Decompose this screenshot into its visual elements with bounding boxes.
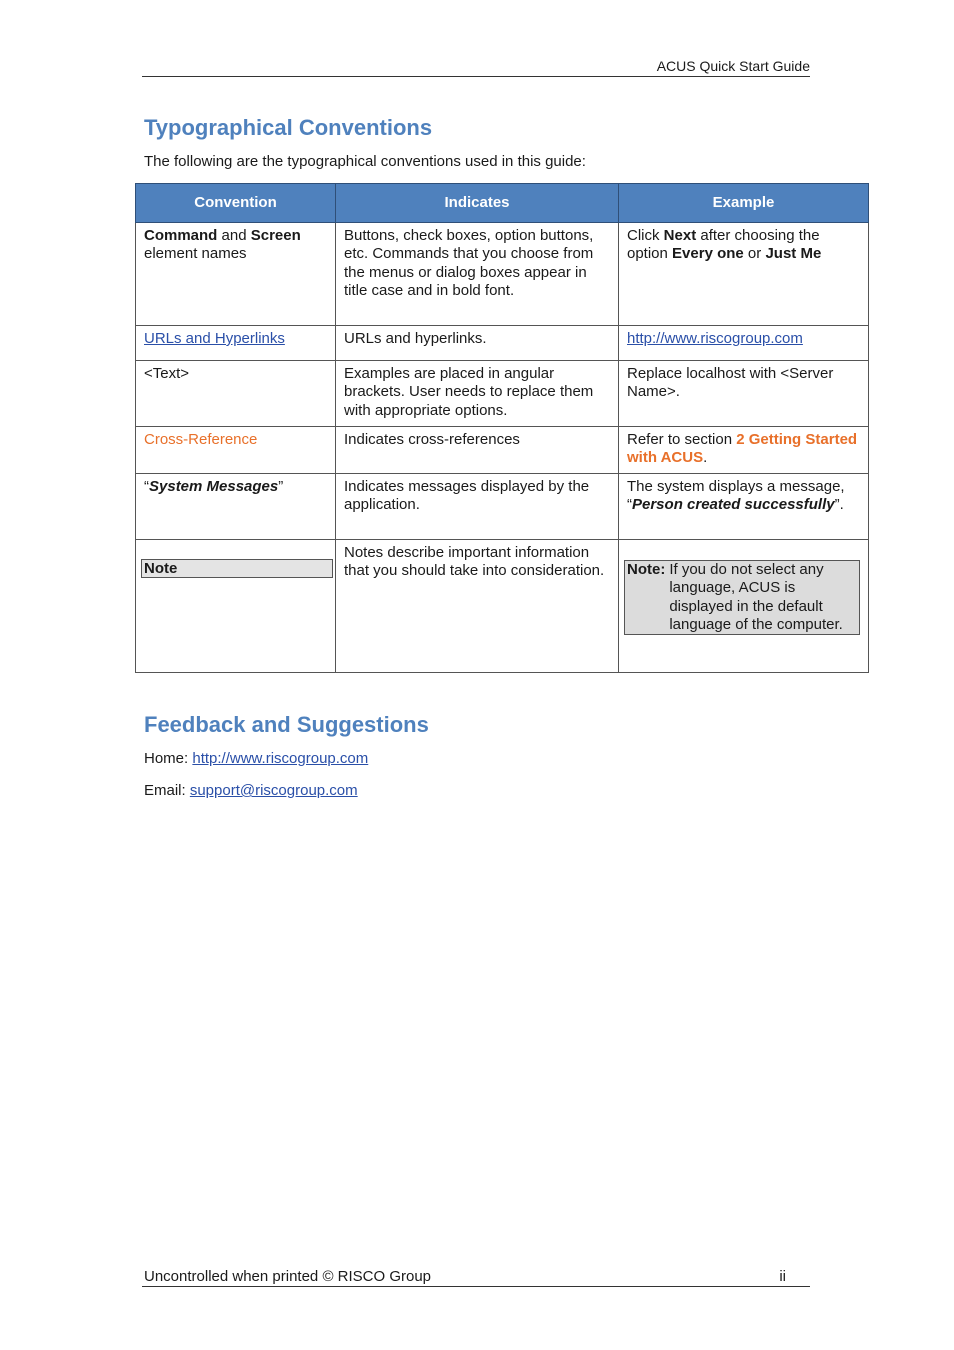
section-heading-typographical-conventions: Typographical Conventions <box>144 115 433 140</box>
quote: “ <box>144 478 149 495</box>
note-label: Note: <box>627 561 666 578</box>
column-header-indicates: Indicates <box>336 184 619 223</box>
convention-cell <box>136 427 336 474</box>
note-label-box: Note <box>141 559 333 578</box>
indicates-cell: Buttons, check boxes, option buttons, etc. Commands that you choose from the menus or dialog boxes appear in title case and in bold font. <box>336 223 619 326</box>
table-row <box>136 474 869 540</box>
example-cell: Replace localhost with <Server Name>. <box>619 361 869 427</box>
column-header-convention: Convention <box>136 184 336 223</box>
home-line <box>144 750 368 768</box>
riscogroup-link[interactable]: http://www.riscogroup.com <box>627 330 803 347</box>
conventions-table <box>135 183 869 673</box>
text: Click <box>627 227 664 244</box>
example-cell <box>619 540 869 673</box>
table-row <box>136 540 869 673</box>
table-row <box>136 223 869 326</box>
text: after choosing the option <box>627 227 820 263</box>
intro-text: The following are the typographical conventions used in this guide: <box>144 153 586 170</box>
convention-cell <box>136 540 336 673</box>
convention-cell <box>136 223 336 326</box>
convention-cell <box>136 474 336 540</box>
convention-cell: <Text> <box>136 361 336 427</box>
bold-text: Next <box>663 227 697 244</box>
table-row <box>136 326 869 361</box>
text: Refer to section <box>627 431 737 448</box>
indicates-cell: URLs and hyperlinks. <box>336 326 619 361</box>
example-cell <box>619 326 869 361</box>
hyperlink-sample[interactable]: URLs and Hyperlinks <box>144 330 285 347</box>
bold-italic-text: Person created successfully <box>632 496 835 514</box>
example-cell <box>619 223 869 326</box>
example-cell <box>619 474 869 540</box>
example-cell <box>619 427 869 474</box>
bold-text: Every one <box>672 245 744 263</box>
section-heading-feedback: Feedback and Suggestions <box>144 712 429 737</box>
page-footer <box>142 1267 810 1287</box>
cross-reference-link[interactable]: 2 Getting Started with ACUS <box>627 431 858 467</box>
table-row <box>136 427 869 474</box>
table-row <box>136 361 869 427</box>
bold-text: Screen <box>250 227 301 244</box>
text: The system displays a message, “ <box>627 478 845 514</box>
cross-reference-sample[interactable]: Cross-Reference <box>144 431 258 448</box>
text: ”. <box>834 496 844 514</box>
text: . <box>703 449 708 467</box>
text: and <box>217 227 251 244</box>
email-label: Email: <box>144 782 190 799</box>
quote: ” <box>278 478 284 495</box>
email-line <box>144 782 358 800</box>
indicates-cell: Examples are placed in angular brackets. User needs to replace them with appropriate options. <box>336 361 619 427</box>
bold-text: Just Me <box>765 245 822 263</box>
home-link[interactable]: http://www.riscogroup.com <box>192 750 369 767</box>
indicates-cell: Indicates cross-references <box>336 427 619 474</box>
table-header-row <box>136 184 869 223</box>
email-link[interactable]: support@riscogroup.com <box>189 782 358 799</box>
text: or <box>743 245 766 263</box>
footer-text: Uncontrolled when printed © RISCO Group <box>144 1268 432 1285</box>
page-number: ii <box>779 1268 786 1285</box>
convention-cell <box>136 326 336 361</box>
column-header-example: Example <box>619 184 869 223</box>
indicates-cell: Indicates messages displayed by the application. <box>336 474 619 540</box>
note-box <box>624 560 860 635</box>
text: element names <box>144 245 247 263</box>
running-header <box>142 57 810 77</box>
bold-text: Command <box>144 227 218 244</box>
home-label: Home: <box>144 750 193 767</box>
indicates-cell: Notes describe important information that you should take into consideration. <box>336 540 619 673</box>
document-title: ACUS Quick Start Guide <box>656 58 810 74</box>
note-text: If you do not select any language, ACUS is displayed in the default language of the computer. <box>669 561 843 633</box>
bold-italic-text: System Messages <box>149 478 279 495</box>
